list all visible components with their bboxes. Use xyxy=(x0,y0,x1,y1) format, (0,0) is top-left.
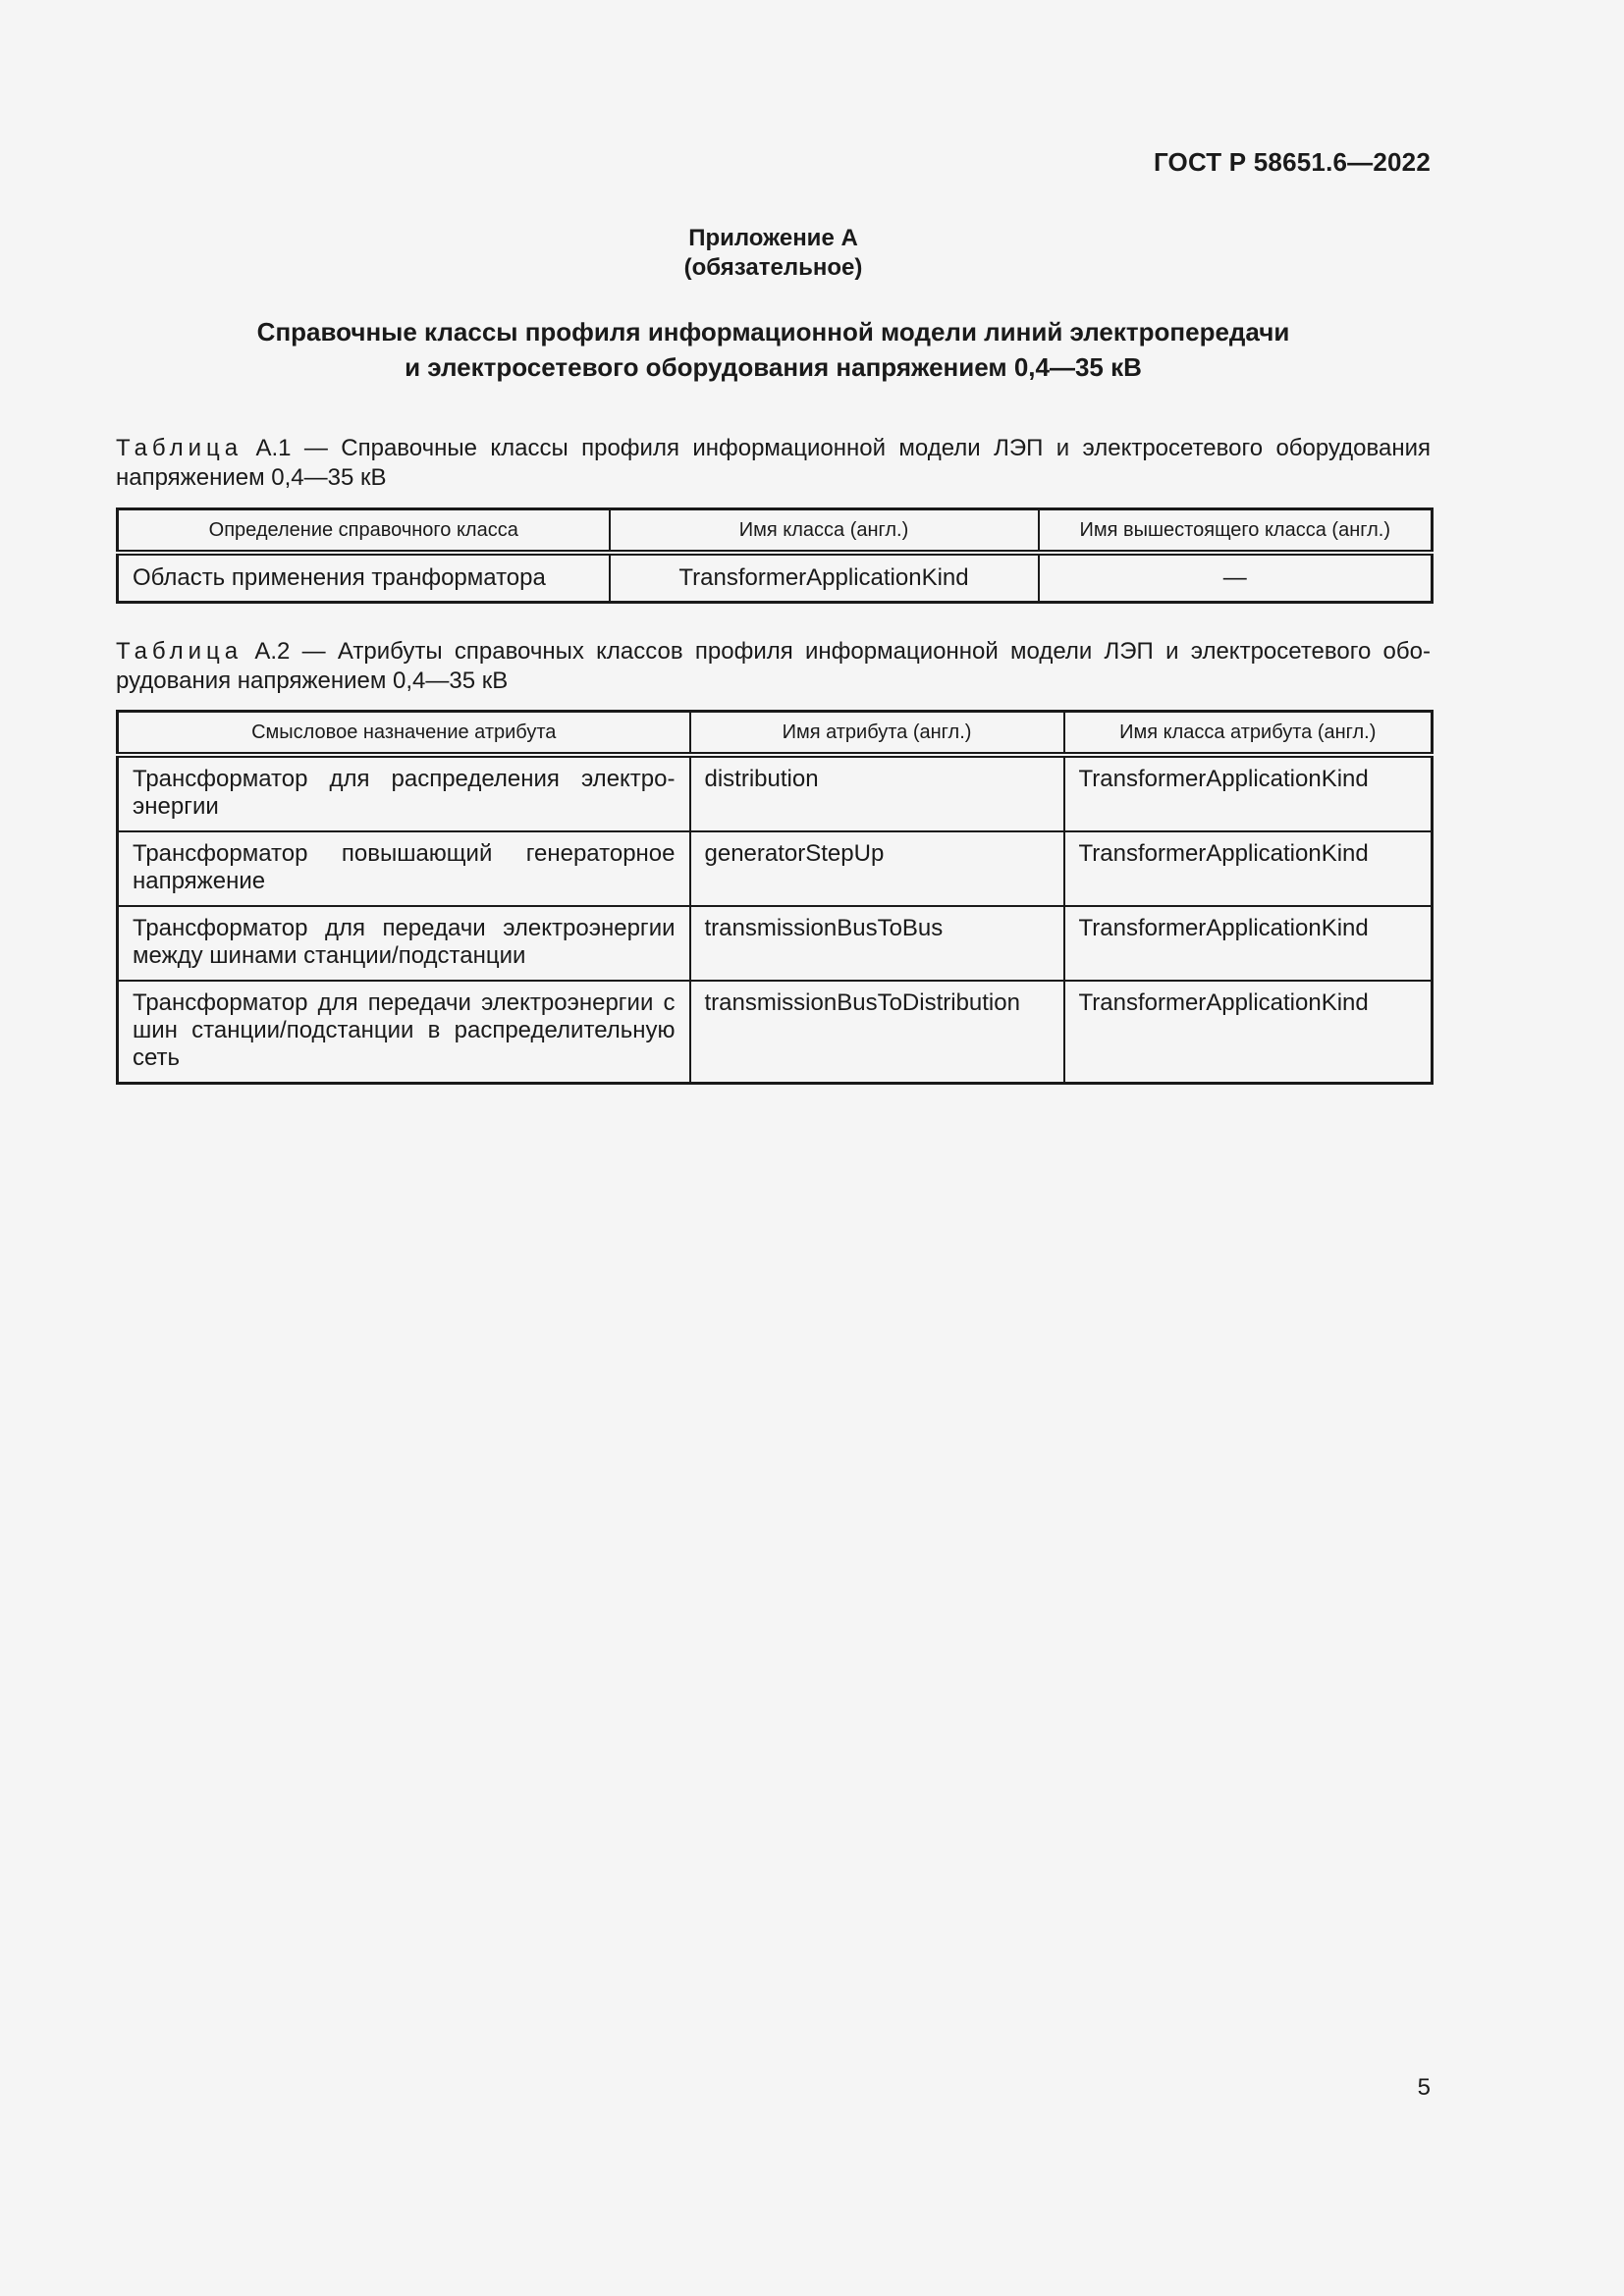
table-cell: TransformerApplicationKind xyxy=(1064,906,1433,981)
table-a2-caption-label: Таблица xyxy=(116,638,244,665)
table-a1-caption-text: А.1 — Справочные классы профиля информационной модели ЛЭП и электросетевого оборудования напряжением 0,4—35 кВ xyxy=(116,435,1431,491)
table-row xyxy=(118,553,1433,603)
table-row xyxy=(118,906,1433,981)
table-row xyxy=(118,755,1433,831)
table-a1-header-row xyxy=(118,509,1433,554)
section-title-line-1: Справочные классы профиля информационной модели линий электропередачи xyxy=(256,317,1290,347)
table-a1-caption xyxy=(116,434,1431,493)
table-a1-header-class-name: Имя класса (англ.) xyxy=(610,509,1039,554)
table-a1-caption-label: Таблица xyxy=(116,435,244,461)
table-cell: TransformerApplicationKind xyxy=(1064,831,1433,906)
table-cell: Трансформатор для распределения электроэнергии xyxy=(118,755,690,831)
section-title-line-2: и электросетевого оборудования напряжением 0,4—35 кВ xyxy=(405,352,1142,382)
table-a2 xyxy=(116,710,1434,1085)
table-a2-caption-text: А.2 — Атрибуты справочных классов профиля информационной модели ЛЭП и электросетевого оборудования напряжением 0,4—35 кВ xyxy=(116,638,1431,694)
table-a1-header-definition: Определение справочного класса xyxy=(118,509,610,554)
appendix-title: Приложение А xyxy=(688,225,858,251)
table-a2-header-purpose: Смысловое назначение атрибута xyxy=(118,712,690,756)
appendix-heading xyxy=(116,224,1431,283)
table-cell: transmissionBusToBus xyxy=(690,906,1064,981)
table-a2-header-row xyxy=(118,712,1433,756)
table-row xyxy=(118,981,1433,1084)
table-a2-caption xyxy=(116,637,1431,696)
table-cell: TransformerApplicationKind xyxy=(610,553,1039,603)
table-a2-header-attribute-class: Имя класса атрибута (англ.) xyxy=(1064,712,1433,756)
table-cell: Трансформатор повышающий генераторное напряжение xyxy=(118,831,690,906)
table-cell: TransformerApplicationKind xyxy=(1064,755,1433,831)
table-cell: TransformerApplicationKind xyxy=(1064,981,1433,1084)
appendix-status: (обязательное) xyxy=(683,254,863,281)
table-cell: distribution xyxy=(690,755,1064,831)
table-cell: generatorStepUp xyxy=(690,831,1064,906)
table-cell: — xyxy=(1039,553,1433,603)
section-title xyxy=(116,314,1431,385)
table-cell: Трансформатор для передачи электроэнергии с шин станции/подстанции в распределительную сеть xyxy=(118,981,690,1084)
table-a1-header-parent-class: Имя вышестоящего класса (англ.) xyxy=(1039,509,1433,554)
table-row xyxy=(118,831,1433,906)
table-a1 xyxy=(116,507,1434,604)
page-number: 5 xyxy=(1417,2074,1431,2101)
table-a2-header-attribute-name: Имя атрибута (англ.) xyxy=(690,712,1064,756)
table-cell: Трансформатор для передачи электроэнергии между шинами станции/подстанции xyxy=(118,906,690,981)
table-cell: Область применения транформатора xyxy=(118,553,610,603)
table-cell: transmissionBusToDistribution xyxy=(690,981,1064,1084)
document-code: ГОСТ Р 58651.6—2022 xyxy=(1153,147,1431,177)
